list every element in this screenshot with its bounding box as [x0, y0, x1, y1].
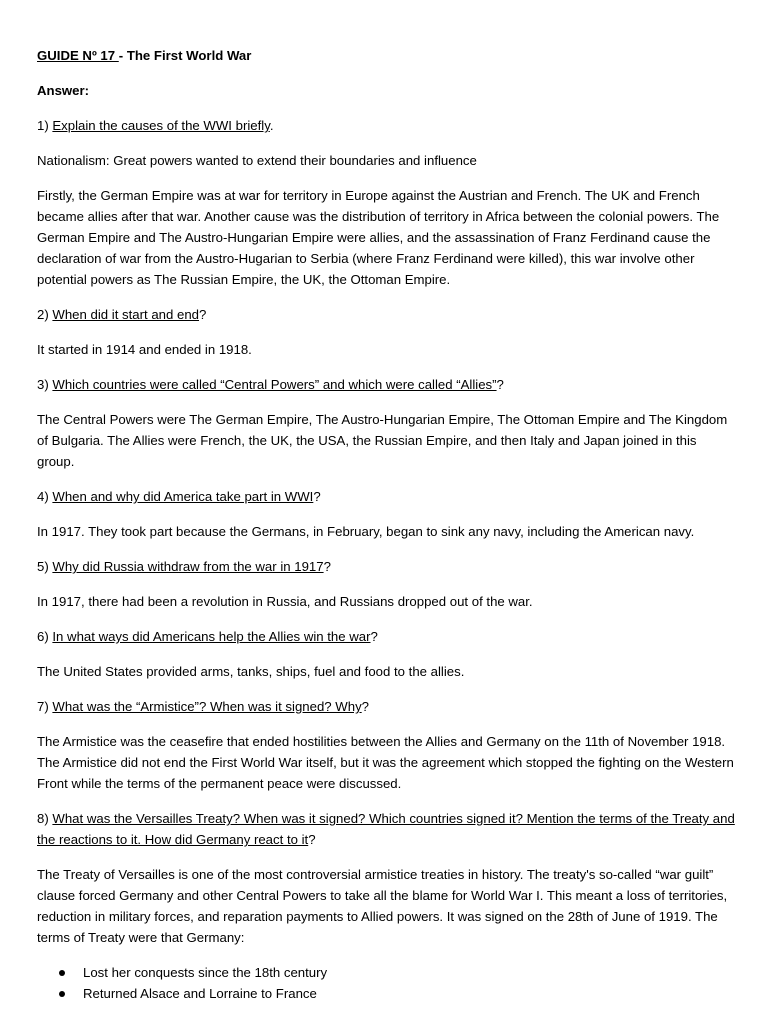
- question-suffix: ?: [313, 489, 321, 504]
- answer-7: The Armistice was the ceasefire that ended hostilities between the Allies and Germany on the 11th of November 1918. The Armistice did not end the First World War itself, but it was the agreement which stopped the fighting on the Western Front while the terms of the permanent peace were discussed.: [37, 734, 734, 791]
- answer-4: In 1917. They took part because the Germans, in February, began to sink any navy, including the American navy.: [37, 524, 695, 539]
- question-number: 1): [37, 118, 53, 133]
- answer-6: The United States provided arms, tanks, ships, fuel and food to the allies.: [37, 664, 465, 679]
- question-number: 7): [37, 699, 53, 714]
- answer-3: The Central Powers were The German Empire, The Austro-Hungarian Empire, The Ottoman Empire and The Kingdom of Bulgaria. The Allies were French, the UK, the USA, the Russian Empire, and then Italy and Japan joined in this group.: [37, 412, 728, 469]
- question-5: [37, 556, 737, 577]
- question-suffix: ?: [496, 377, 504, 392]
- question-suffix: ?: [199, 307, 207, 322]
- question-text: In what ways did Americans help the Allies win the war: [52, 629, 371, 644]
- question-number: 2): [37, 307, 53, 322]
- question-suffix: ?: [308, 832, 316, 847]
- question-number: 8): [37, 811, 53, 826]
- question-8: [37, 808, 737, 850]
- question-text: What was the “Armistice”? When was it signed? Why: [52, 699, 362, 714]
- treaty-terms-list: [37, 962, 737, 1004]
- question-2: [37, 304, 737, 325]
- answer-8: The Treaty of Versailles is one of the most controversial armistice treaties in history. The treaty's so-called “war guilt” clause forced Germany and other Central Powers to take all the blame for World War I. This meant a loss of territories, reduction in military forces, and reparation payments to Allied powers. It was signed on the 28th of June of 1919. The terms of Treaty were that Germany:: [37, 867, 728, 945]
- question-text: When did it start and end: [52, 307, 200, 322]
- list-item: [37, 983, 737, 1004]
- document-title: [37, 45, 737, 66]
- question-suffix: ?: [323, 559, 331, 574]
- question-number: 6): [37, 629, 53, 644]
- question-text: Which countries were called “Central Powers” and which were called “Allies”: [52, 377, 497, 392]
- list-item-text: Lost her conquests since the 18th century: [83, 965, 328, 980]
- question-text: When and why did America take part in WWI: [52, 489, 314, 504]
- answer-heading: Answer:: [37, 83, 90, 98]
- question-suffix: ?: [370, 629, 378, 644]
- question-1: [37, 115, 737, 136]
- document-page: [37, 45, 737, 1004]
- question-suffix: ?: [361, 699, 370, 714]
- question-number: 4): [37, 489, 53, 504]
- question-3: [37, 374, 737, 395]
- question-suffix: .: [269, 118, 274, 133]
- bullet-icon: [59, 991, 65, 997]
- question-7: [37, 696, 737, 717]
- question-4: [37, 486, 737, 507]
- answer-2: It started in 1914 and ended in 1918.: [37, 342, 252, 357]
- answer-1-paragraph: Firstly, the German Empire was at war for territory in Europe against the Austrian and French. The UK and French became allies after that war. Another cause was the distribution of territory in Africa between the colonial powers. The German Empire and The Austro-Hungarian Empire were allies, and the assassination of Franz Ferdinand cause the declaration of war from the Austro-Hugarian to Serbia (where Franz Ferdinand were killed), this war involve other potential powers as The Russian Empire, the UK, the Ottoman Empire.: [37, 188, 720, 287]
- question-6: [37, 626, 737, 647]
- question-number: 3): [37, 377, 53, 392]
- answer-5: In 1917, there had been a revolution in Russia, and Russians dropped out of the war.: [37, 594, 533, 609]
- question-text: Why did Russia withdraw from the war in 1917: [52, 559, 324, 574]
- bullet-icon: [59, 970, 65, 976]
- list-item: [37, 962, 737, 983]
- list-item-text: Returned Alsace and Lorraine to France: [83, 986, 317, 1001]
- answer-1-nationalism: Nationalism: Great powers wanted to extend their boundaries and influence: [37, 153, 477, 168]
- question-number: 5): [37, 559, 53, 574]
- guide-number: GUIDE Nº 17: [37, 48, 119, 63]
- guide-topic: - The First World War: [118, 48, 252, 63]
- question-text: What was the Versailles Treaty? When was it signed? Which countries signed it? Mention the terms of the Treaty and the reactions to it. How did Germany react to it: [37, 811, 735, 847]
- question-text: Explain the causes of the WWI briefly: [52, 118, 270, 133]
